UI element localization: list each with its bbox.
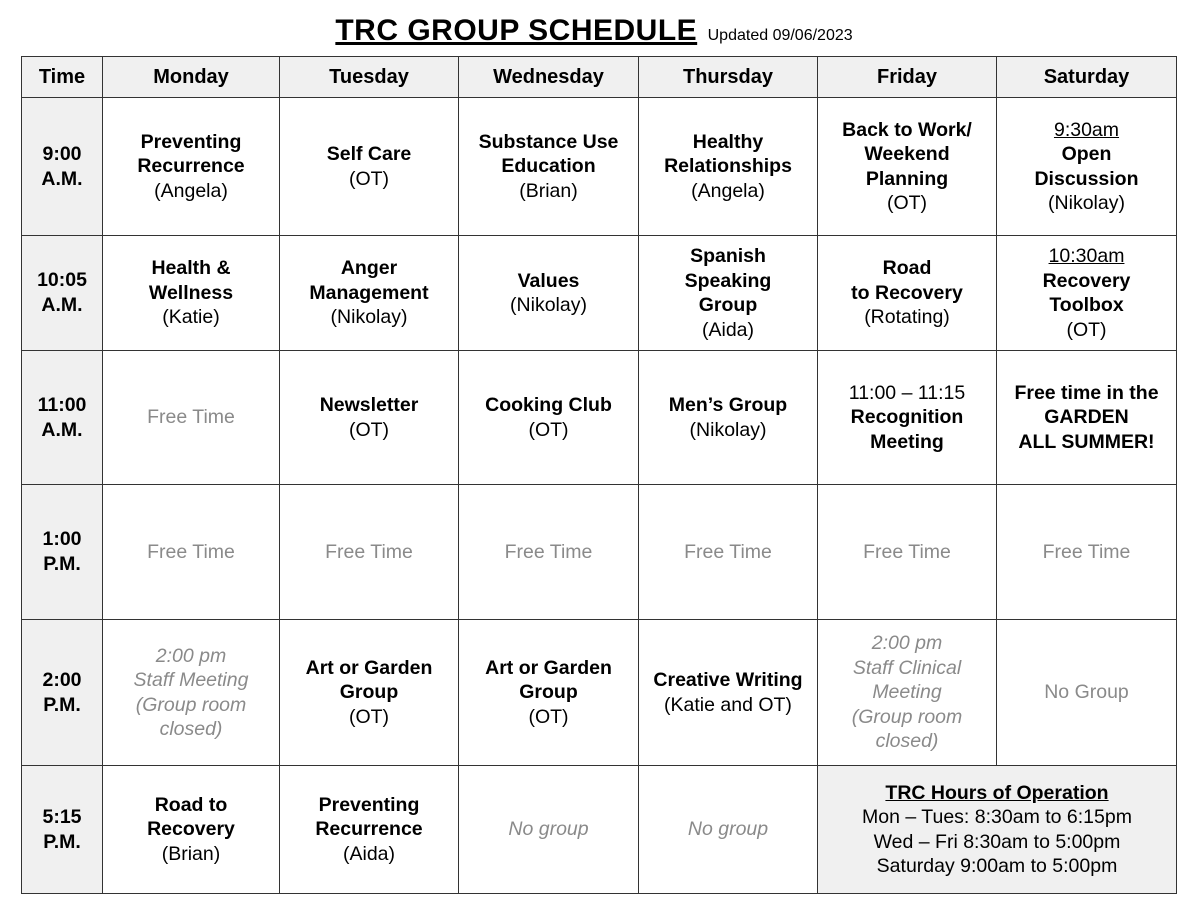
- session-cell: [103, 766, 280, 894]
- session-text: No group: [687, 818, 769, 841]
- session-text: (Angela): [691, 179, 765, 202]
- time-label: P.M.: [43, 553, 81, 575]
- session-text: Group: [519, 681, 578, 704]
- session-text: (Brian): [519, 179, 578, 202]
- session-cell: [280, 351, 459, 485]
- session-text: Creative Writing: [653, 669, 803, 691]
- session-text: (Nikolay): [510, 294, 587, 316]
- session-text: (Katie and OT): [664, 693, 792, 716]
- session-cell: [818, 98, 997, 236]
- time-label: 10:05: [37, 269, 87, 291]
- column-header-thursday: Thursday: [639, 57, 818, 98]
- session-text: (OT): [1066, 318, 1107, 341]
- session-text: Group: [698, 294, 758, 316]
- session-text: (Aida): [701, 318, 755, 341]
- column-header-time: Time: [22, 57, 103, 98]
- session-text: Health &: [151, 257, 231, 280]
- session-text: 11:00 – 11:15: [848, 381, 966, 404]
- session-text: Free time in the: [1014, 381, 1159, 404]
- session-text: Group: [339, 681, 399, 704]
- session-cell: [459, 766, 639, 894]
- hours-line: Wed – Fri 8:30am to 5:00pm: [873, 830, 1121, 853]
- session-text: Cooking Club: [485, 394, 612, 416]
- time-cell: [22, 236, 103, 351]
- session-text: (Group room: [851, 705, 963, 728]
- schedule-row: [22, 98, 1177, 236]
- session-text: Open: [1061, 143, 1112, 165]
- column-header-tuesday: Tuesday: [280, 57, 459, 98]
- session-text: (Brian): [161, 842, 221, 865]
- header-row: [22, 57, 1177, 98]
- session-text: (OT): [528, 418, 569, 441]
- time-label: 5:15: [42, 805, 82, 828]
- session-cell: [280, 236, 459, 351]
- session-text: Art or Garden: [305, 656, 433, 679]
- session-text: Self Care: [326, 143, 412, 165]
- session-cell: [459, 98, 639, 236]
- column-header-friday: Friday: [818, 57, 997, 98]
- session-cell: [280, 98, 459, 236]
- column-header-saturday: Saturday: [997, 57, 1177, 98]
- session-text: ALL SUMMER!: [1018, 430, 1155, 453]
- hours-line: Saturday 9:00am to 5:00pm: [876, 855, 1118, 877]
- session-cell: [818, 620, 997, 766]
- session-text: Staff Clinical: [852, 656, 962, 679]
- session-text: Education: [501, 155, 596, 178]
- time-label: A.M.: [41, 418, 83, 441]
- session-cell: [103, 351, 280, 485]
- session-cell: [997, 620, 1177, 766]
- session-cell: [280, 485, 459, 620]
- session-text: Free Time: [1042, 540, 1131, 563]
- session-text: Meeting: [872, 681, 942, 704]
- session-text: (Katie): [162, 306, 220, 329]
- session-text: (Rotating): [864, 306, 950, 329]
- session-text: (Aida): [342, 842, 396, 865]
- session-cell: [997, 236, 1177, 351]
- schedule-row: [22, 236, 1177, 351]
- session-cell: [459, 351, 639, 485]
- session-text: Planning: [865, 167, 949, 190]
- column-header-wednesday: Wednesday: [459, 57, 639, 98]
- session-cell: [997, 98, 1177, 236]
- session-text: Meeting: [870, 430, 944, 453]
- session-text: Staff Meeting: [133, 669, 249, 691]
- session-text: (OT): [348, 705, 390, 728]
- time-label: A.M.: [41, 294, 83, 316]
- time-cell: [22, 620, 103, 766]
- time-label: 11:00: [37, 393, 87, 416]
- session-text: Speaking: [684, 269, 772, 292]
- session-text: Free Time: [504, 540, 593, 563]
- session-text: Recovery: [147, 818, 235, 841]
- session-text: No group: [508, 818, 589, 841]
- session-text: 2:00 pm: [155, 644, 227, 667]
- session-text: No Group: [1044, 681, 1129, 704]
- session-text: (OT): [528, 705, 569, 728]
- session-text: closed): [875, 730, 939, 753]
- session-text: (OT): [348, 418, 390, 441]
- session-cell: [639, 351, 818, 485]
- session-text: (Nikolay): [1048, 192, 1125, 214]
- session-text: Free Time: [147, 406, 235, 429]
- hours-of-operation: [818, 766, 1177, 894]
- session-cell: [280, 620, 459, 766]
- time-label: 9:00: [42, 142, 82, 165]
- time-label: P.M.: [43, 693, 81, 716]
- schedule-table: [21, 56, 1177, 894]
- session-cell: [103, 236, 280, 351]
- session-cell: [459, 485, 639, 620]
- session-text: Preventing: [140, 130, 242, 153]
- session-text: Road to: [154, 793, 228, 816]
- session-text: to Recovery: [851, 281, 963, 304]
- session-text: Toolbox: [1049, 294, 1124, 316]
- session-text: Weekend: [864, 143, 950, 165]
- session-text: (Nikolay): [330, 306, 408, 329]
- session-text: Road: [882, 257, 932, 280]
- session-text: Recovery: [1042, 269, 1131, 292]
- session-text: Substance Use: [478, 130, 619, 153]
- session-cell: [639, 236, 818, 351]
- session-text: (OT): [886, 192, 928, 214]
- time-cell: [22, 766, 103, 894]
- time-label: 2:00: [42, 668, 82, 691]
- time-cell: [22, 485, 103, 620]
- session-cell: [103, 485, 280, 620]
- session-text: Anger: [340, 257, 398, 280]
- column-header-monday: Monday: [103, 57, 280, 98]
- session-text: Newsletter: [319, 394, 419, 416]
- page-title: TRC GROUP SCHEDULE: [335, 14, 698, 47]
- session-text: (OT): [348, 167, 390, 190]
- updated-date: Updated 09/06/2023: [707, 27, 853, 44]
- session-text: Recognition: [850, 406, 964, 429]
- session-text: Free Time: [684, 540, 772, 563]
- session-text: Free Time: [325, 540, 413, 563]
- session-text: 2:00 pm: [871, 632, 943, 655]
- time-label: 1:00: [42, 528, 82, 550]
- session-text: (Angela): [154, 179, 228, 202]
- session-cell: [818, 236, 997, 351]
- session-text: Recurrence: [315, 818, 423, 841]
- session-text: (Nikolay): [689, 418, 767, 441]
- session-text: Men’s Group: [668, 394, 788, 416]
- session-text: Spanish: [690, 245, 766, 267]
- session-text: Healthy: [692, 130, 764, 153]
- time-label: A.M.: [41, 167, 83, 190]
- session-text: closed): [159, 718, 223, 740]
- session-text: Relationships: [664, 155, 792, 178]
- session-cell: [459, 236, 639, 351]
- session-text: 9:30am: [1053, 118, 1120, 141]
- session-text: Back to Work/: [842, 118, 972, 141]
- title-bar: [0, 14, 1188, 54]
- session-cell: [459, 620, 639, 766]
- hours-title: TRC Hours of Operation: [885, 781, 1109, 804]
- session-cell: [997, 485, 1177, 620]
- session-text: GARDEN: [1044, 406, 1129, 429]
- schedule-row: [22, 766, 1177, 894]
- session-text: Free Time: [147, 540, 235, 563]
- session-text: Recurrence: [137, 155, 245, 178]
- session-cell: [639, 98, 818, 236]
- session-text: Values: [517, 269, 580, 292]
- session-text: 10:30am: [1048, 245, 1125, 267]
- schedule-row: [22, 620, 1177, 766]
- schedule-row: [22, 351, 1177, 485]
- time-label: P.M.: [43, 830, 81, 853]
- schedule-row: [22, 485, 1177, 620]
- session-cell: [639, 485, 818, 620]
- hours-line: Mon – Tues: 8:30am to 6:15pm: [862, 806, 1132, 828]
- session-cell: [280, 766, 459, 894]
- session-text: Management: [309, 281, 429, 304]
- session-cell: [639, 620, 818, 766]
- session-text: Preventing: [318, 793, 420, 816]
- time-cell: [22, 351, 103, 485]
- session-text: Art or Garden: [485, 656, 612, 679]
- session-cell: [103, 98, 280, 236]
- session-text: (Group room: [135, 693, 247, 716]
- session-cell: [103, 620, 280, 766]
- time-cell: [22, 98, 103, 236]
- session-cell: [818, 485, 997, 620]
- session-cell: [639, 766, 818, 894]
- session-text: Discussion: [1034, 167, 1139, 190]
- session-text: Wellness: [148, 281, 234, 304]
- session-cell: [997, 351, 1177, 485]
- session-cell: [818, 351, 997, 485]
- session-text: Free Time: [863, 540, 951, 563]
